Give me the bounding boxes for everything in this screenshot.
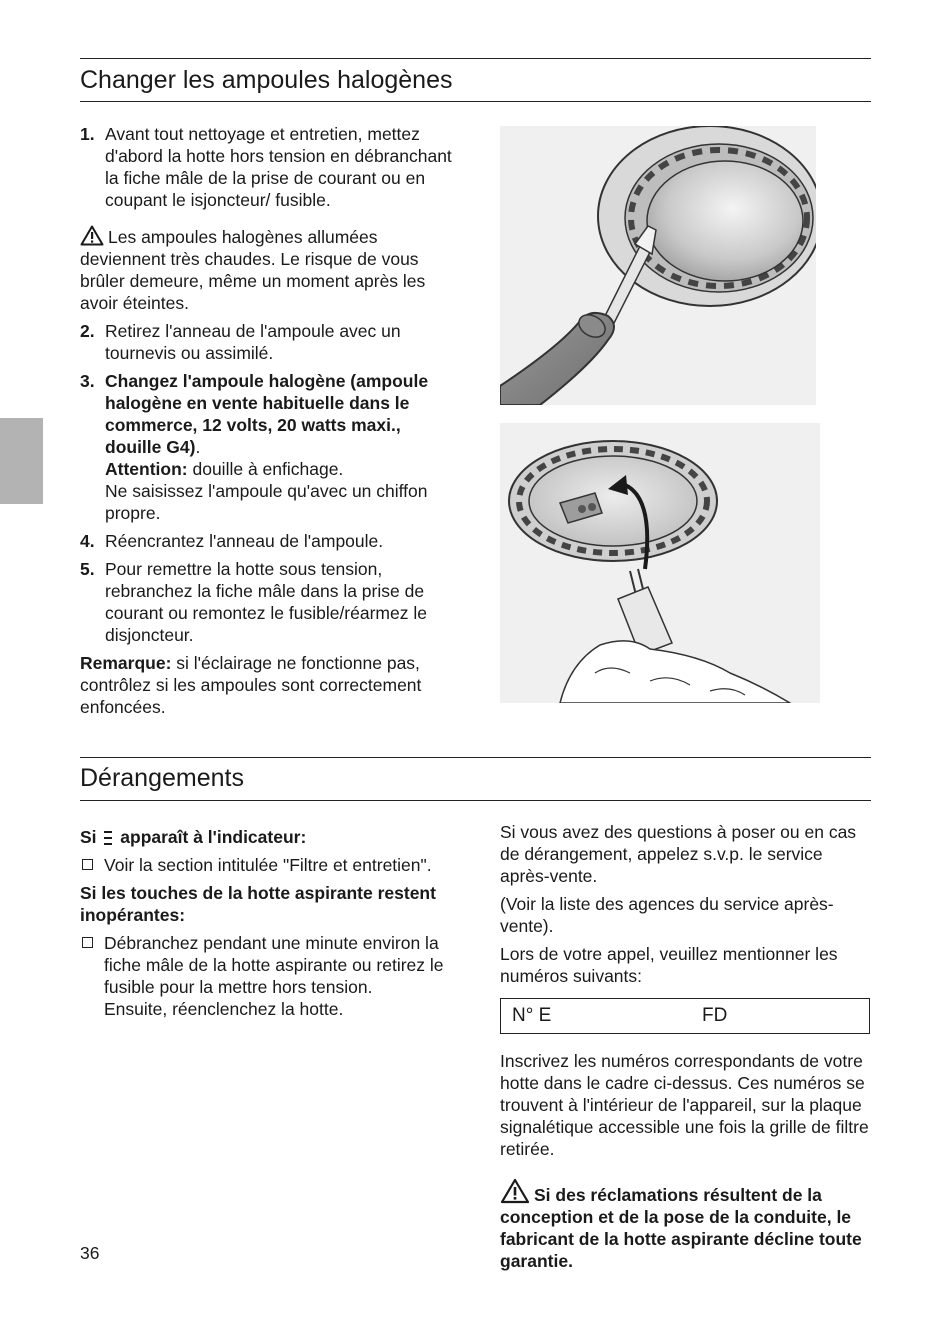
warning-triangle-icon [80,225,104,246]
step-1 [80,123,455,211]
indicator-segment-icon [103,829,113,847]
remark-label: Remarque: [80,653,172,673]
question-indicator [80,826,455,848]
step-text: Réencrantez l'anneau de l'ampoule. [105,531,384,551]
section-title-halogen: Changer les ampoules halogènes [80,66,453,94]
warranty-warning [500,1178,870,1272]
service-paragraph: Si vous avez des questions à poser ou en cas de dérangement, appelez s.v.p. le service après-vente. [500,822,857,886]
checkbox-bullet-icon [82,937,93,948]
step-number: 4. [80,531,95,551]
warning-triangle-icon [500,1178,530,1204]
troubleshooting-right-lower [500,1050,870,1278]
top-rule [80,58,871,59]
warning-note [80,225,455,314]
question-prefix: Si [80,827,102,847]
title-underline [80,101,871,102]
section-underline [80,800,871,801]
checklist-text-group [104,932,455,1020]
checklist-item [80,854,455,876]
attention-label: Attention: [105,459,188,479]
serial-number-box [500,998,870,1034]
illustration-remove-ring [500,126,816,405]
bulb-replacement-drawing [500,423,820,703]
side-tab-marker [0,418,43,504]
section-title-troubleshooting: Dérangements [80,764,244,792]
section-rule [80,757,871,758]
halogen-instructions [80,123,455,724]
service-list-paragraph: (Voir la liste des agences du service après-vente). [500,894,834,936]
warning-text: Les ampoules halogènes allumées deviennent très chaudes. Le risque de vous brûler demeure, même un moment après les avoir éteintes. [80,227,426,313]
question-keys: Si les touches de la hotte aspirante restent inopérantes: [80,883,436,925]
checklist-text-after: Ensuite, réenclenchez la hotte. [104,999,344,1019]
step-number: 5. [80,559,95,579]
step-3-period: . [195,437,201,457]
checkbox-bullet-icon [82,859,93,870]
remark [80,652,455,718]
step-3-bold-text: Changez l'ampoule halogène (ampoule halogène en vente habituelle dans le commerce, 12 volts, 20 watts maxi., douille G4) [105,371,429,457]
illustration-replace-bulb [500,423,820,703]
step-5 [80,558,455,646]
step-text: Retirez l'anneau de l'ampoule avec un tournevis ou assimilé. [105,321,401,363]
step-text: Avant tout nettoyage et entretien, mettez d'abord la hotte hors tension en débranchant la fiche mâle de la prise de courant ou en coupant le isjoncteur/ fusible. [105,124,452,210]
warranty-warning-text: Si des réclamations résultent de la conception et de la pose de la conduite, le fabricant de la hotte aspirante décline toute garantie. [500,1185,862,1271]
checklist-text: Débranchez pendant une minute environ la fiche mâle de la hotte aspirante ou retirez le fusible pour la mettre hors tension. [104,933,444,997]
step-4 [80,530,455,552]
step-2 [80,320,455,364]
step-3-note: Ne saisissez l'ampoule qu'avec un chiffon propre. [105,481,428,523]
e-number-label: N° E [512,1005,552,1026]
remark-text: si l'éclairage ne fonctionne pas, contrôlez si les ampoules sont correctement enfoncées. [80,653,422,717]
step-3 [80,370,455,524]
mention-paragraph: Lors de votre appel, veuillez mentionner les numéros suivants: [500,944,838,986]
troubleshooting-left [80,826,455,1026]
step-number: 2. [80,321,95,341]
step-text: Pour remettre la hotte sous tension, rebranchez la fiche mâle dans la prise de courant ou remontez le fusible/réarmez le disjoncteur. [105,559,427,645]
numbers-location-paragraph: Inscrivez les numéros correspondants de votre hotte dans le cadre ci-dessus. Ces numéros se trouvent à l'intérieur de l'appareil, sur la plaque signalétique accessible une fois la grille de filtre retirée. [500,1051,869,1159]
checklist-item [80,932,455,1020]
page-number: 36 [80,1243,100,1263]
checklist-text: Voir la section intitulée "Filtre et entretien". [104,855,432,875]
step-number: 3. [80,371,95,391]
step-number: 1. [80,124,95,144]
step-text [105,370,455,524]
question-suffix: apparaît à l'indicateur: [115,827,307,847]
screwdriver-ring-drawing [500,126,816,405]
fd-number-label: FD [702,1005,728,1026]
troubleshooting-right [500,821,870,993]
attention-text: douille à enfichage. [187,459,344,479]
